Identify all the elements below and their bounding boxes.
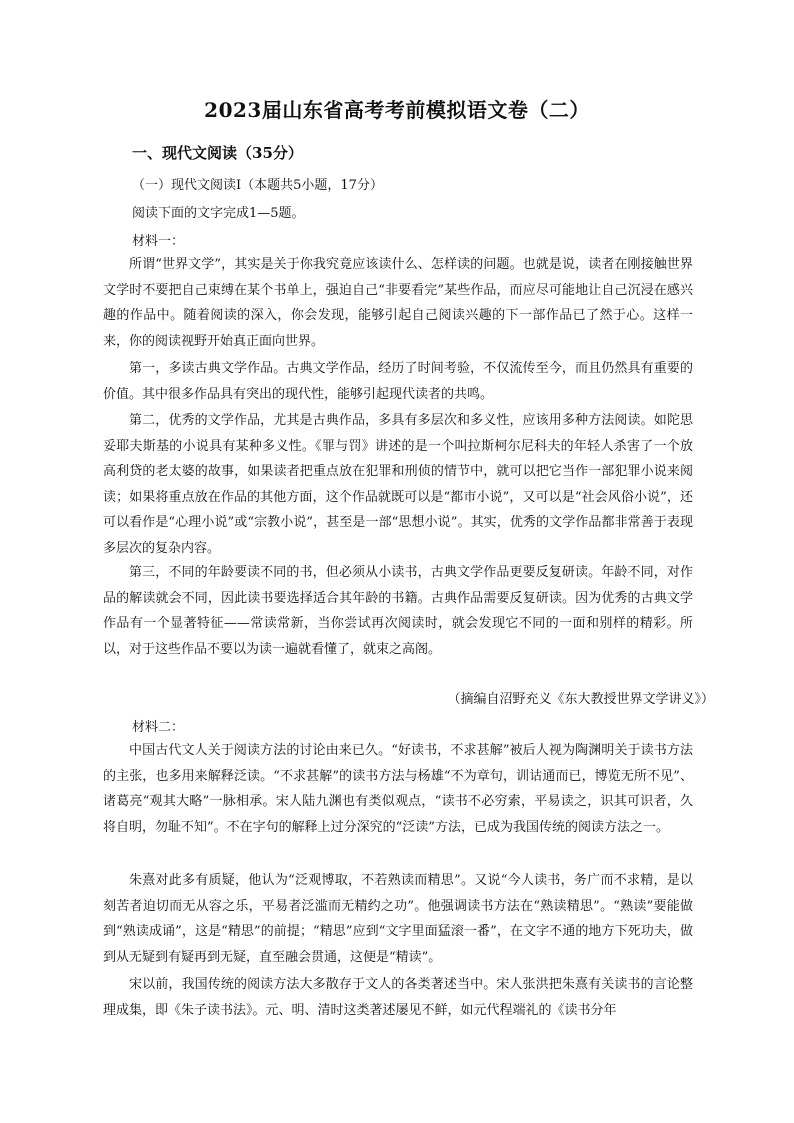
material-two-paragraph: 中国古代文人关于阅读方法的讨论由来已久。“好读书，不求甚解”被后人视为陶渊明关于读书方法的主张，也多用来解释泛读。“不求甚解”的读书方法与杨雄“不为章句，训诂通而已，博览无所不见”、诸葛亮“观其大略”一脉相承。宋人陆九渊也有类似观点，“读书不必穷索，平易读之，识其可识者，久将自明，勿耻不知”。不在字句的解释上过分深究的“泛读”方法，已成为我国传统的阅读方法之一。 [103, 743, 693, 835]
subsection-heading: （一）现代文阅读Ⅰ（本题共5小题，17分） [132, 178, 383, 193]
material-one-source: （摘编自沼野充义《东大教授世界文学讲义》） [447, 692, 714, 707]
material-two-paragraph: 宋以前，我国传统的阅读方法大多散存于文人的各类著述当中。宋人张洪把朱熹有关读书的言论整理成集，即《朱子读书法》。元、明、清时这类著述屡见不鲜，如元代程端礼的《读书分年 [103, 977, 693, 1018]
material-one-label: 材料一： [132, 234, 185, 249]
section-heading: 一、现代文阅读（35分） [132, 144, 303, 162]
material-two-paragraph: 朱熹对此多有质疑，他认为“泛观博取，不若熟读而精思”。又说“今人读书，务广而不求精，是以刻苦者迫切而无从容之乐，平易者泛滥而无精约之功”。他强调读书方法在“熟读精思”。“熟读”要能做到“熟读成诵”，这是“精思”的前提；“精思”应到“文字里面猛滚一番”，在文字不通的地方下死功夫，做到从无疑到有疑再到无疑，直至融会贯通，这便是“精读”。 [103, 873, 693, 965]
material-one-paragraph: 第二，优秀的文学作品，尤其是古典作品，多具有多层次和多义性，应该用多种方法阅读。如陀思妥耶夫斯基的小说具有某种多义性。《罪与罚》讲述的是一个叫拉斯柯尔尼科夫的年轻人杀害了一个放高利贷的老太婆的故事，如果读者把重点放在犯罪和刑侦的情节中，就可以把它当作一部犯罪小说来阅读；如果将重点放在作品的其他方面，这个作品就既可以是“都市小说”，又可以是“社会风俗小说”，还可以看作是“心理小说”或“宗教小说”，甚至是一部“思想小说”。其实，优秀的文学作品都非常善于表现多层次的复杂内容。 [103, 413, 693, 556]
material-one-paragraph: 所谓“世界文学”，其实是关于你我究竟应该读什么、怎样读的问题。也就是说，读者在刚接触世界文学时不要把自己束缚在某个书单上，强迫自己“非要看完”某些作品，而应尽可能地让自己沉浸在感兴趣的作品中。随着阅读的深入，你会发现，能够引起自己阅读兴趣的下一部作品已了然于心。这样一来，你的阅读视野开始真正面向世界。 [103, 257, 693, 349]
exam-title: 2023届山东省高考考前模拟语文卷（二） [204, 98, 590, 122]
material-one-paragraph: 第一，多读古典文学作品。古典文学作品，经历了时间考验，不仅流传至今，而且仍然具有重要的价值。其中很多作品具有突出的现代性，能够引起现代读者的共鸣。 [103, 361, 693, 402]
reading-instruction: 阅读下面的文字完成1—5题。 [132, 206, 305, 221]
material-one-paragraph: 第三，不同的年龄要读不同的书，但必须从小读书，古典文学作品更要反复研读。年龄不同，对作品的解读就会不同，因此读书要选择适合其年龄的书籍。古典作品需要反复研读。因为优秀的古典文学作品有一个显著特征——常读常新，当你尝试再次阅读时，就会发现它不同的一面和别样的精彩。所以，对于这些作品不要以为读一遍就看懂了，就束之高阁。 [103, 565, 693, 657]
material-two-label: 材料二： [132, 720, 185, 735]
